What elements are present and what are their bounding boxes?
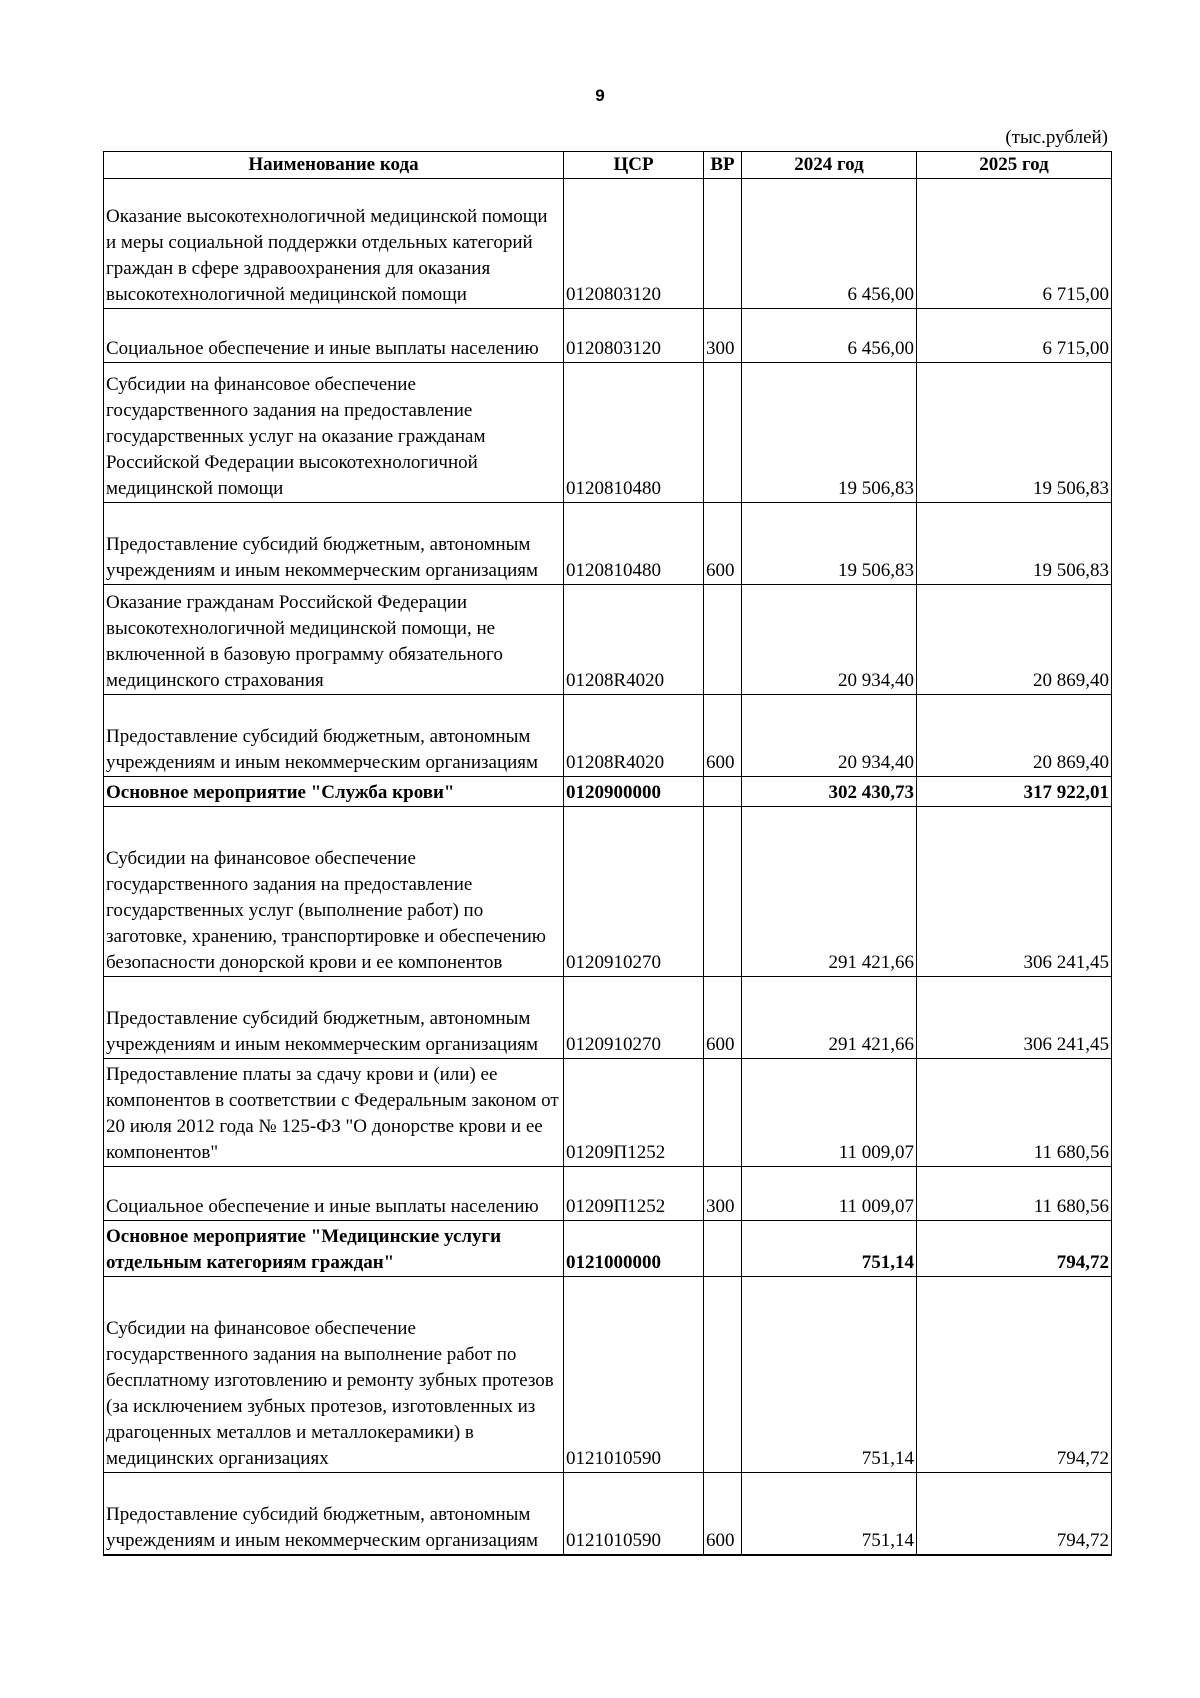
row-name: Оказание высокотехнологичной медицинской помощи и меры социальной поддержки отдельных категорий граждан в сфере здравоохранения для оказания высокотехнологичной медицинской помощи bbox=[104, 179, 564, 309]
row-csr: 01209П1252 bbox=[564, 1059, 704, 1167]
row-name: Предоставление субсидий бюджетным, автономным учреждениям и иным некоммерческим организациям bbox=[104, 977, 564, 1059]
row-name: Основное мероприятие "Медицинские услуги отдельным категориям граждан" bbox=[104, 1221, 564, 1277]
row-vr bbox=[704, 1277, 742, 1473]
row-2024: 751,14 bbox=[742, 1473, 917, 1555]
row-2025: 306 241,45 bbox=[917, 977, 1112, 1059]
row-2024: 11 009,07 bbox=[742, 1167, 917, 1221]
row-name: Субсидии на финансовое обеспечение государственного задания на предоставление государственных услуг (выполнение работ) по заготовке, хранению, транспортировке и обеспечению безопасности донорской крови и ее компонентов bbox=[104, 807, 564, 977]
row-name: Социальное обеспечение и иные выплаты населению bbox=[104, 1167, 564, 1221]
table-row bbox=[104, 807, 1112, 977]
row-2024: 20 934,40 bbox=[742, 585, 917, 695]
row-csr: 0121000000 bbox=[564, 1221, 704, 1277]
row-2024: 19 506,83 bbox=[742, 503, 917, 585]
row-vr bbox=[704, 585, 742, 695]
header-csr: ЦСР bbox=[564, 152, 704, 179]
row-2025: 6 715,00 bbox=[917, 179, 1112, 309]
table-row bbox=[104, 363, 1112, 503]
header-vr: ВР bbox=[704, 152, 742, 179]
row-2024: 20 934,40 bbox=[742, 695, 917, 777]
row-name: Субсидии на финансовое обеспечение государственного задания на предоставление государственных услуг на оказание гражданам Российской Федерации высокотехнологичной медицинской помощи bbox=[104, 363, 564, 503]
row-csr: 0120803120 bbox=[564, 179, 704, 309]
row-vr: 600 bbox=[704, 1473, 742, 1555]
table-header-row bbox=[104, 152, 1112, 179]
row-vr bbox=[704, 777, 742, 807]
table-row-summary bbox=[104, 777, 1112, 807]
row-csr: 01208R4020 bbox=[564, 695, 704, 777]
row-vr: 300 bbox=[704, 309, 742, 363]
table-row bbox=[104, 585, 1112, 695]
row-vr: 600 bbox=[704, 977, 742, 1059]
row-2025: 317 922,01 bbox=[917, 777, 1112, 807]
table-row bbox=[104, 1059, 1112, 1167]
row-csr: 01208R4020 bbox=[564, 585, 704, 695]
row-2025: 11 680,56 bbox=[917, 1059, 1112, 1167]
row-2024: 6 456,00 bbox=[742, 179, 917, 309]
row-2025: 6 715,00 bbox=[917, 309, 1112, 363]
table-row bbox=[104, 977, 1112, 1059]
table-row bbox=[104, 309, 1112, 363]
row-2024: 291 421,66 bbox=[742, 977, 917, 1059]
row-name: Предоставление платы за сдачу крови и (или) ее компонентов в соответствии с Федеральным законом от 20 июля 2012 года № 125-ФЗ "О донорстве крови и ее компонентов" bbox=[104, 1059, 564, 1167]
row-vr bbox=[704, 363, 742, 503]
table-row bbox=[104, 503, 1112, 585]
header-2024: 2024 год bbox=[742, 152, 917, 179]
row-name: Социальное обеспечение и иные выплаты населению bbox=[104, 309, 564, 363]
row-csr: 01209П1252 bbox=[564, 1167, 704, 1221]
row-vr bbox=[704, 1221, 742, 1277]
row-name: Предоставление субсидий бюджетным, автономным учреждениям и иным некоммерческим организациям bbox=[104, 503, 564, 585]
row-vr bbox=[704, 1059, 742, 1167]
row-name: Основное мероприятие "Служба крови" bbox=[104, 777, 564, 807]
row-name: Субсидии на финансовое обеспечение государственного задания на выполнение работ по бесплатному изготовлению и ремонту зубных протезов (за исключением зубных протезов, изготовленных из драгоценных металлов и металлокерамики) в медицинских организациях bbox=[104, 1277, 564, 1473]
row-vr: 300 bbox=[704, 1167, 742, 1221]
row-2024: 19 506,83 bbox=[742, 363, 917, 503]
row-csr: 0120803120 bbox=[564, 309, 704, 363]
table-row bbox=[104, 1277, 1112, 1473]
row-2025: 11 680,56 bbox=[917, 1167, 1112, 1221]
row-2024: 291 421,66 bbox=[742, 807, 917, 977]
units-label: (тыс.рублей) bbox=[1005, 127, 1108, 148]
header-name: Наименование кода bbox=[104, 152, 564, 179]
row-vr bbox=[704, 179, 742, 309]
row-vr: 600 bbox=[704, 503, 742, 585]
table-row-summary bbox=[104, 1221, 1112, 1277]
page-number: 9 bbox=[595, 86, 605, 105]
row-2024: 11 009,07 bbox=[742, 1059, 917, 1167]
row-name: Оказание гражданам Российской Федерации высокотехнологичной медицинской помощи, не включенной в базовую программу обязательного медицинского страхования bbox=[104, 585, 564, 695]
table-row bbox=[104, 695, 1112, 777]
row-2025: 19 506,83 bbox=[917, 503, 1112, 585]
row-2024: 302 430,73 bbox=[742, 777, 917, 807]
row-2025: 794,72 bbox=[917, 1277, 1112, 1473]
table-row bbox=[104, 1167, 1112, 1221]
row-csr: 0121010590 bbox=[564, 1473, 704, 1555]
table-row bbox=[104, 179, 1112, 309]
row-2025: 794,72 bbox=[917, 1473, 1112, 1555]
row-2025: 306 241,45 bbox=[917, 807, 1112, 977]
row-csr: 0120910270 bbox=[564, 807, 704, 977]
header-2025: 2025 год bbox=[917, 152, 1112, 179]
row-2024: 751,14 bbox=[742, 1221, 917, 1277]
table-row bbox=[104, 1473, 1112, 1555]
row-csr: 0120810480 bbox=[564, 363, 704, 503]
row-2024: 6 456,00 bbox=[742, 309, 917, 363]
row-vr: 600 bbox=[704, 695, 742, 777]
row-vr bbox=[704, 807, 742, 977]
row-2025: 19 506,83 bbox=[917, 363, 1112, 503]
row-2025: 20 869,40 bbox=[917, 585, 1112, 695]
row-csr: 0120910270 bbox=[564, 977, 704, 1059]
row-csr: 0120810480 bbox=[564, 503, 704, 585]
row-csr: 0121010590 bbox=[564, 1277, 704, 1473]
row-name: Предоставление субсидий бюджетным, автономным учреждениям и иным некоммерческим организациям bbox=[104, 1473, 564, 1555]
row-csr: 0120900000 bbox=[564, 777, 704, 807]
row-2025: 794,72 bbox=[917, 1221, 1112, 1277]
row-2025: 20 869,40 bbox=[917, 695, 1112, 777]
row-2024: 751,14 bbox=[742, 1277, 917, 1473]
budget-table bbox=[103, 151, 1112, 1556]
row-name: Предоставление субсидий бюджетным, автономным учреждениям и иным некоммерческим организациям bbox=[104, 695, 564, 777]
